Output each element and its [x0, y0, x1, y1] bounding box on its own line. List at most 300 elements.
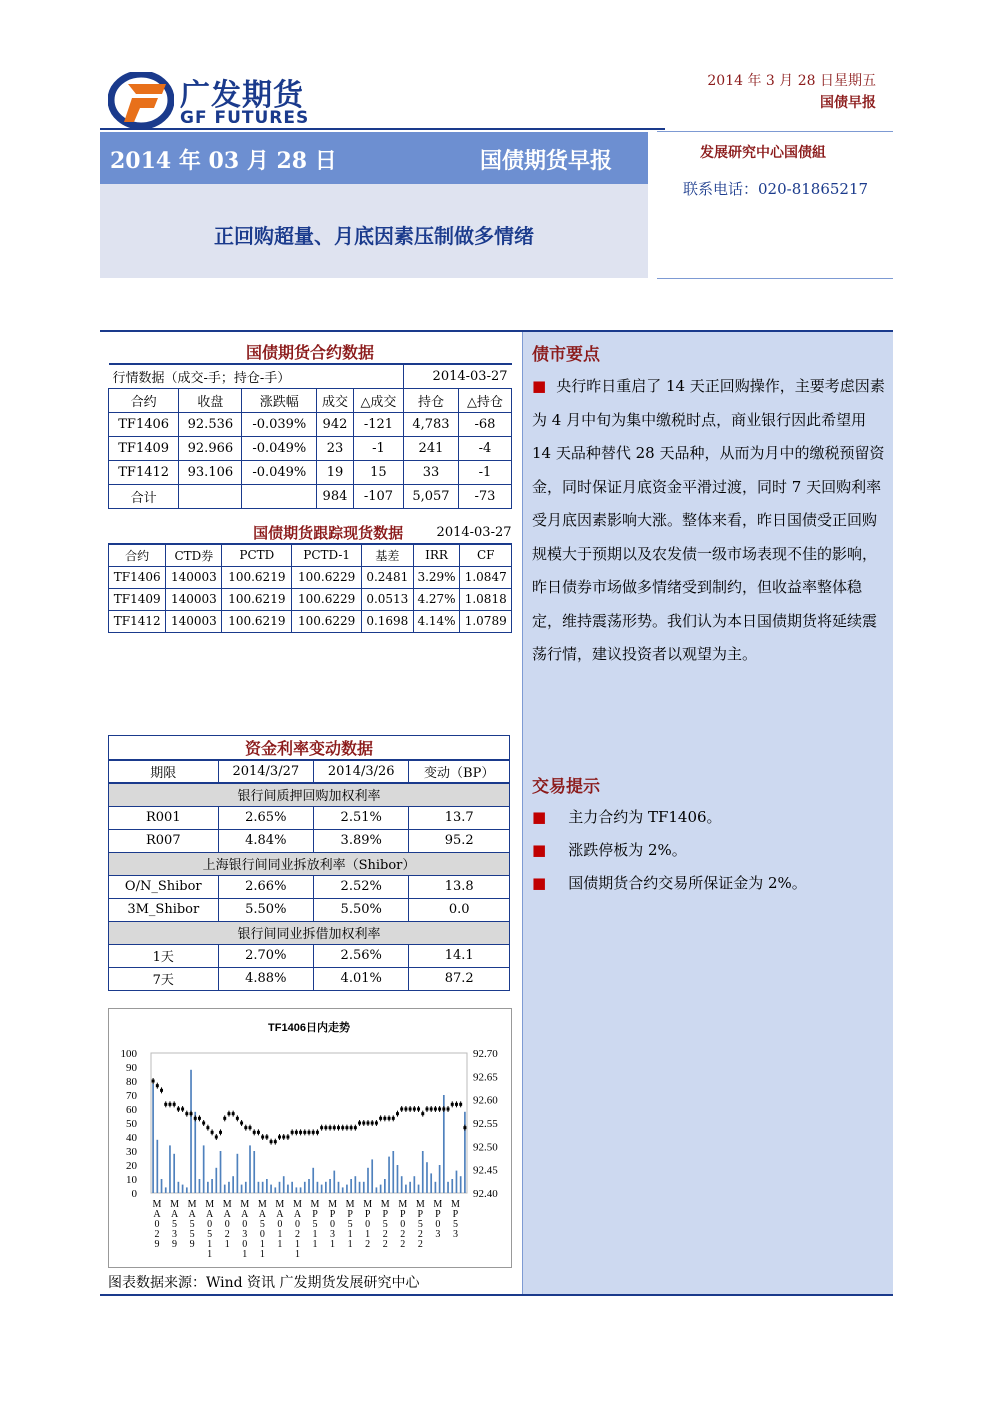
price-candle — [198, 1117, 201, 1120]
banner-date: 2014 年 03 月 28 日 — [110, 148, 337, 174]
y-tick-right: 92.55 — [473, 1118, 498, 1130]
cell: -73 — [458, 484, 511, 508]
volume-bar — [199, 1179, 201, 1193]
volume-bar — [274, 1187, 276, 1193]
price-candle — [367, 1122, 370, 1125]
cell: 4,783 — [404, 412, 459, 436]
volume-bar — [182, 1185, 184, 1193]
cell: 241 — [404, 436, 459, 460]
cell: 92.536 — [179, 412, 242, 436]
group-label: 银行间质押回购加权利率 — [109, 783, 510, 806]
table-row — [109, 944, 510, 967]
col-header: 收盘 — [179, 388, 242, 412]
col-header: 基差 — [362, 544, 414, 566]
y-tick-left: 70 — [126, 1090, 137, 1102]
price-candle — [409, 1108, 412, 1111]
y-tick-left: 100 — [120, 1048, 137, 1060]
volume-bar — [194, 1112, 196, 1193]
volume-bar — [237, 1154, 239, 1193]
list-item — [532, 872, 886, 905]
cell: R007 — [109, 829, 219, 852]
table-row — [109, 412, 512, 436]
y-tick-right: 92.70 — [473, 1048, 498, 1060]
price-candle — [291, 1131, 294, 1134]
bullet-icon: ■ — [532, 377, 547, 395]
volume-bar — [435, 1182, 437, 1193]
cell: 100.6229 — [292, 610, 362, 632]
volume-bar — [220, 1151, 222, 1193]
table-row — [109, 875, 510, 898]
cell: 0.2481 — [362, 566, 414, 588]
cell: 92.966 — [179, 436, 242, 460]
bullet-icon: ■ — [532, 808, 547, 826]
gf-logo-icon — [108, 72, 174, 128]
cell: 7天 — [109, 967, 219, 990]
cell: -1 — [458, 460, 511, 484]
cell: 4.27% — [413, 588, 460, 610]
price-candle — [358, 1122, 361, 1125]
cell: 87.2 — [409, 967, 510, 990]
price-candle — [345, 1126, 348, 1129]
price-candle — [202, 1122, 205, 1125]
table-row — [109, 566, 512, 588]
cell: 984 — [317, 484, 354, 508]
price-candle — [463, 1126, 466, 1129]
chart-title: TF1406日内走势 — [268, 1022, 350, 1034]
price-candle — [451, 1103, 454, 1106]
cell: -1 — [353, 436, 403, 460]
volume-bar — [207, 1182, 209, 1193]
header-divider — [100, 128, 665, 130]
commentary-text: 央行昨日重启了 14 天正回购操作，主要考虑因素为 4 月中旬为集中缴税时点，商业银行因此希望用 14 天品种替代 28 天品种，从而为月中的缴税预留资金，同时保证月底资金平滑过渡，同时 7 天回购利率受月底因素影响大涨。整体来看，昨日国债受正回购规模大于预期以及农发债一级市场表现不佳的影响，昨日债券市场做多情绪受到制约，但收益率整体稳定，维持震荡形势。我们认为本日国债期货将延续震荡行情，建议投资者以观望为主。 — [532, 377, 885, 663]
x-tick-label: M P 5 1 1 — [310, 1199, 320, 1250]
x-tick-label: M A 0 1 1 — [275, 1199, 285, 1250]
x-tick-label: M A 5 3 9 — [170, 1199, 180, 1250]
table-row — [109, 460, 512, 484]
col-header: 变动（BP） — [409, 760, 510, 783]
headline: 正回购超量、月底因素压制做多情绪 — [214, 224, 534, 248]
volume-bar — [355, 1176, 357, 1193]
volume-bar — [262, 1182, 264, 1193]
volume-bar — [392, 1151, 394, 1193]
x-tick-label: M P 5 1 1 — [345, 1199, 355, 1250]
price-candle — [215, 1136, 218, 1139]
cell: 140003 — [166, 588, 222, 610]
price-candle — [270, 1140, 273, 1143]
list-item — [532, 839, 886, 872]
cell: 1.0847 — [460, 566, 512, 588]
y-tick-left: 90 — [126, 1062, 137, 1074]
volume-bar — [270, 1185, 272, 1193]
col-header: 成交 — [317, 388, 354, 412]
price-candle — [447, 1108, 450, 1111]
price-candle — [236, 1117, 239, 1120]
cell: 4.84% — [218, 829, 313, 852]
price-candle — [211, 1131, 214, 1134]
volume-bar — [418, 1185, 420, 1193]
money-rate-table — [108, 735, 510, 991]
cell: 100.6229 — [292, 588, 362, 610]
price-candle — [274, 1140, 277, 1143]
cell: 1.0818 — [460, 588, 512, 610]
cell: TF1406 — [109, 566, 166, 588]
cell: 140003 — [166, 610, 222, 632]
table-row — [109, 898, 510, 921]
price-candle — [257, 1131, 260, 1134]
main-bottom-rule — [100, 1294, 893, 1296]
cell: 93.106 — [179, 460, 242, 484]
price-candle — [232, 1112, 235, 1115]
plot-area — [151, 1053, 467, 1193]
cell: 19 — [317, 460, 354, 484]
x-tick-label: M P 5 2 2 — [415, 1199, 425, 1250]
cell: 3.89% — [314, 829, 409, 852]
table-row — [109, 588, 512, 610]
price-candle — [404, 1108, 407, 1111]
cell: 1天 — [109, 944, 219, 967]
y-tick-left: 10 — [126, 1174, 137, 1186]
volume-bar — [367, 1168, 369, 1193]
x-tick-label: M P 5 2 2 — [380, 1199, 390, 1250]
x-tick-label: M A 0 3 0 1 — [240, 1199, 250, 1260]
price-candle — [206, 1126, 209, 1129]
cell: 2.66% — [218, 875, 313, 898]
price-candle — [383, 1117, 386, 1120]
price-candle — [400, 1108, 403, 1111]
volume-bar — [203, 1145, 205, 1193]
bullet-icon: ■ — [532, 841, 547, 859]
y-tick-left: 60 — [126, 1104, 137, 1116]
table-date: 2014-03-27 — [413, 522, 511, 544]
cell: TF1406 — [109, 412, 179, 436]
price-candle — [156, 1084, 159, 1087]
volume-bar — [173, 1154, 175, 1193]
department: 发展研究中心国债組 — [700, 145, 826, 161]
cell: 2.52% — [314, 875, 409, 898]
cell: O/N_Shibor — [109, 875, 219, 898]
volume-bar — [253, 1151, 255, 1193]
cell: 5.50% — [218, 898, 313, 921]
cell: 14.1 — [409, 944, 510, 967]
volume-bar — [439, 1165, 441, 1193]
price-candle — [337, 1126, 340, 1129]
cell: TF1409 — [109, 436, 179, 460]
report-type: 国债早报 — [820, 95, 876, 111]
table-row — [109, 436, 512, 460]
col-header: 2014/3/27 — [218, 760, 313, 783]
price-candle — [388, 1117, 391, 1120]
contact-phone: 联系电话：020-81865217 — [683, 180, 869, 198]
volume-bar — [190, 1070, 192, 1193]
cell: -4 — [458, 436, 511, 460]
group-label: 银行间同业拆借加权利率 — [109, 921, 510, 944]
price-candle — [286, 1136, 289, 1139]
cell: 15 — [353, 460, 403, 484]
y-tick-left: 50 — [126, 1118, 137, 1130]
volume-bar — [169, 1145, 171, 1193]
price-candle — [219, 1131, 222, 1134]
col-header: 期限 — [109, 760, 219, 783]
volume-bar — [215, 1168, 217, 1193]
volume-bar — [447, 1182, 449, 1193]
list-item — [532, 806, 886, 839]
table-row — [109, 967, 510, 990]
col-header: PCTD-1 — [292, 544, 362, 566]
volume-bar — [380, 1185, 382, 1193]
section-title-tips: 交易提示 — [532, 777, 600, 797]
volume-bar — [422, 1151, 424, 1193]
price-candle — [265, 1136, 268, 1139]
cell: 4.14% — [413, 610, 460, 632]
price-candle — [350, 1126, 353, 1129]
price-candle — [164, 1103, 167, 1106]
cell — [242, 484, 317, 508]
cell: 33 — [404, 460, 459, 484]
price-candle — [425, 1108, 428, 1111]
volume-bar — [464, 1112, 466, 1193]
volume-bar — [296, 1187, 298, 1193]
price-candle — [173, 1103, 176, 1106]
volume-bar — [460, 1176, 462, 1193]
volume-bar — [325, 1182, 327, 1193]
cell — [179, 484, 242, 508]
cell: 3.29% — [413, 566, 460, 588]
volume-bar — [161, 1179, 163, 1193]
cell: TF1409 — [109, 588, 166, 610]
price-candle — [329, 1126, 332, 1129]
price-candle — [160, 1089, 163, 1092]
volume-bar — [228, 1182, 230, 1193]
price-candle — [253, 1131, 256, 1134]
tip-text: 国债期货合约交易所保证金为 2%。 — [568, 874, 807, 892]
volume-bar — [224, 1185, 226, 1193]
cell: 100.6219 — [222, 610, 292, 632]
report-date: 2014 年 3 月 28 日星期五 — [707, 73, 876, 89]
price-candle — [442, 1108, 445, 1111]
cell: 2.51% — [314, 806, 409, 829]
volume-bar — [333, 1171, 335, 1193]
price-candle — [455, 1103, 458, 1106]
volume-bar — [283, 1176, 285, 1193]
cell: -0.039% — [242, 412, 317, 436]
price-candle — [362, 1122, 365, 1125]
volume-bar — [346, 1185, 348, 1193]
cell: 5.50% — [314, 898, 409, 921]
price-candle — [333, 1126, 336, 1129]
y-tick-right: 92.45 — [473, 1164, 498, 1177]
price-candle — [434, 1108, 437, 1111]
price-candle — [227, 1112, 230, 1115]
table-header-row — [109, 760, 510, 783]
price-candle — [459, 1103, 462, 1106]
x-tick-label: M P 0 3 1 — [328, 1199, 338, 1250]
intraday-chart — [108, 1008, 512, 1268]
price-candle — [244, 1126, 247, 1129]
cell: 3M_Shibor — [109, 898, 219, 921]
spot-tracking-table — [108, 522, 512, 633]
banner-title: 国债期货早报 — [480, 148, 613, 174]
price-candle — [185, 1112, 188, 1115]
logo-name-en: GF FUTURES — [180, 108, 310, 128]
price-candle — [240, 1122, 243, 1125]
volume-bar — [186, 1187, 188, 1193]
futures-contract-table — [108, 340, 512, 509]
table-title: 国债期货跟踪现货数据 — [109, 522, 414, 544]
cell: -107 — [353, 484, 403, 508]
volume-bar — [456, 1171, 458, 1193]
volume-bar — [152, 1084, 154, 1193]
volume-bar — [266, 1179, 268, 1193]
price-candle — [421, 1112, 424, 1115]
cell: 0.0 — [409, 898, 510, 921]
col-header: △成交 — [353, 388, 403, 412]
volume-bar — [291, 1182, 293, 1193]
volume-bar — [258, 1182, 260, 1193]
price-candle — [308, 1131, 311, 1134]
price-candle — [379, 1117, 382, 1120]
table-subtitle: 行情数据（成交-手；持仓-手） — [109, 364, 404, 388]
table-row — [109, 610, 512, 632]
logo-name: 广发期货 — [180, 78, 304, 113]
volume-bar — [165, 1187, 167, 1193]
price-candle — [261, 1136, 264, 1139]
price-candle — [324, 1126, 327, 1129]
x-tick-label: M A 5 0 1 1 — [257, 1199, 267, 1260]
volume-bar — [397, 1165, 399, 1193]
volume-bar — [451, 1179, 453, 1193]
table-row — [109, 806, 510, 829]
cell: TF1412 — [109, 460, 179, 484]
volume-bar — [308, 1179, 310, 1193]
volume-bar — [287, 1185, 289, 1193]
volume-bar — [300, 1187, 302, 1193]
cell: 0.0513 — [362, 588, 414, 610]
volume-bar — [363, 1182, 365, 1193]
table-total-row — [109, 484, 512, 508]
price-candle — [392, 1117, 395, 1120]
table-row — [109, 829, 510, 852]
volume-bar — [430, 1173, 432, 1193]
volume-bar — [317, 1182, 319, 1193]
y-tick-right: 92.50 — [473, 1141, 498, 1154]
table-header-row — [109, 544, 512, 566]
price-candle — [168, 1103, 171, 1106]
tip-text: 主力合约为 TF1406。 — [568, 808, 722, 826]
price-candle — [341, 1126, 344, 1129]
col-header: CTD券 — [166, 544, 222, 566]
bullet-icon: ■ — [532, 874, 547, 892]
x-tick-label: M P 0 2 2 — [398, 1199, 408, 1250]
col-header: PCTD — [222, 544, 292, 566]
cell: 4.88% — [218, 967, 313, 990]
cell: 100.6219 — [222, 588, 292, 610]
cell: -0.049% — [242, 436, 317, 460]
cell: -0.049% — [242, 460, 317, 484]
col-header: 合约 — [109, 388, 179, 412]
y-tick-left: 40 — [126, 1132, 137, 1144]
volume-bar — [321, 1185, 323, 1193]
cell: 4.01% — [314, 967, 409, 990]
price-candle — [430, 1108, 433, 1111]
volume-bar — [241, 1185, 243, 1193]
cell: TF1412 — [109, 610, 166, 632]
price-candle — [190, 1112, 193, 1115]
volume-bar — [409, 1182, 411, 1193]
price-candle — [316, 1131, 319, 1134]
volume-bar — [359, 1182, 361, 1193]
volume-bar — [245, 1182, 247, 1193]
right-divider — [657, 131, 893, 132]
volume-bar — [338, 1182, 340, 1193]
col-header: 合约 — [109, 544, 166, 566]
x-tick-label: M P 0 1 2 — [363, 1199, 373, 1250]
y-tick-left: 0 — [131, 1188, 137, 1200]
price-candle — [181, 1108, 184, 1111]
y-tick-right: 92.60 — [473, 1094, 498, 1107]
x-tick-label: M P 5 3 — [450, 1199, 460, 1240]
tip-text: 涨跌停板为 2%。 — [568, 841, 687, 859]
volume-bar — [178, 1182, 180, 1193]
col-header: 2014/3/26 — [314, 760, 409, 783]
volume-bar — [376, 1187, 378, 1193]
col-header: 涨跌幅 — [242, 388, 317, 412]
y-tick-left: 20 — [126, 1160, 137, 1172]
cell: 95.2 — [409, 829, 510, 852]
price-candle — [295, 1131, 298, 1134]
x-tick-label: M A 0 5 1 1 — [205, 1199, 215, 1260]
cell: 0.1698 — [362, 610, 414, 632]
volume-bar — [405, 1185, 407, 1193]
volume-bar — [384, 1179, 386, 1193]
trading-tips-list — [532, 806, 886, 905]
volume-bar — [426, 1162, 428, 1193]
price-candle — [303, 1131, 306, 1134]
volume-bar — [388, 1157, 390, 1193]
table-date: 2014-03-27 — [404, 364, 512, 388]
col-header: IRR — [413, 544, 460, 566]
cell: 13.8 — [409, 875, 510, 898]
y-tick-left: 80 — [126, 1076, 137, 1088]
col-header: 持仓 — [404, 388, 459, 412]
price-candle — [312, 1131, 315, 1134]
y-tick-left: 30 — [126, 1146, 137, 1158]
cell: 100.6229 — [292, 566, 362, 588]
x-tick-label: M A 0 2 1 1 — [292, 1199, 302, 1260]
right-divider-bottom — [657, 278, 893, 279]
price-candle — [223, 1117, 226, 1120]
price-candle — [417, 1108, 420, 1111]
price-candle — [396, 1112, 399, 1115]
volume-bar — [249, 1145, 251, 1193]
table-title: 资金利率变动数据 — [109, 736, 510, 761]
cell: 942 — [317, 412, 354, 436]
x-tick-label: M P 0 3 — [433, 1199, 443, 1240]
cell: R001 — [109, 806, 219, 829]
volume-bar — [342, 1187, 344, 1193]
cell: 140003 — [166, 566, 222, 588]
col-header: △持仓 — [458, 388, 511, 412]
volume-bar — [371, 1159, 373, 1193]
y-tick-right: 92.40 — [473, 1188, 498, 1200]
cell: 2.65% — [218, 806, 313, 829]
cell: 13.7 — [409, 806, 510, 829]
volume-bar — [413, 1176, 415, 1193]
section-title-market: 债市要点 — [532, 345, 600, 365]
volume-bar — [232, 1176, 234, 1193]
volume-bar — [279, 1182, 281, 1193]
price-candle — [375, 1122, 378, 1125]
x-tick-label: M A 0 2 9 — [152, 1199, 162, 1250]
